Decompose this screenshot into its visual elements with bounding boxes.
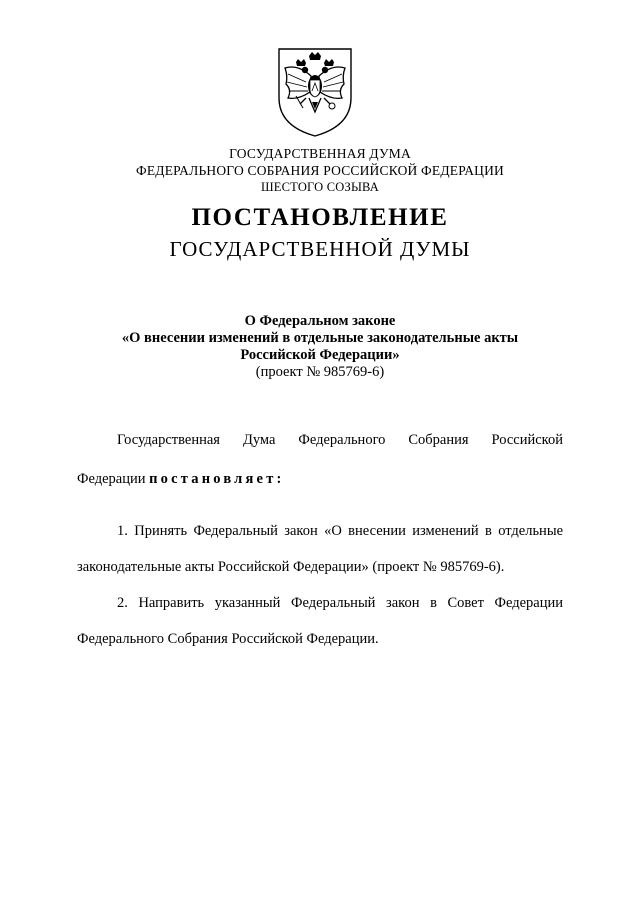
subject-line-2: «О внесении изменений в отдельные законодательные акты [121,330,519,346]
item-2-line-2: Федерального Собрания Российской Федерации. [77,631,379,647]
coat-of-arms-icon [276,46,354,138]
subject-line-1: О Федеральном законе [244,313,396,329]
intro-action: постановляет: [149,471,285,487]
header-line-1: ГОСУДАРСТВЕННАЯ ДУМА [229,146,411,161]
header-line-3: ШЕСТОГО СОЗЫВА [260,180,380,194]
intro-subject: Федерации [77,471,146,487]
subject-line-3: Российской Федерации» [240,347,400,363]
item-1-line-1: 1. Принять Федеральный закон «О внесении изменений в отдельные [117,523,563,539]
intro-line-2 [77,470,285,488]
document-title: ПОСТАНОВЛЕНИЕ [191,204,449,231]
intro-line-1: Государственная Дума Федерального Собрания Российской [117,432,563,448]
item-2-line-1: 2. Направить указанный Федеральный закон в Совет Федерации [117,595,563,611]
subject-line-4: (проект № 985769-6) [255,364,385,380]
header-line-2: ФЕДЕРАЛЬНОГО СОБРАНИЯ РОССИЙСКОЙ ФЕДЕРАЦИИ [136,163,504,178]
document-subtitle: ГОСУДАРСТВЕННОЙ ДУМЫ [169,237,471,261]
item-1-line-2: законодательные акты Российской Федерации» (проект № 985769-6). [77,559,505,575]
